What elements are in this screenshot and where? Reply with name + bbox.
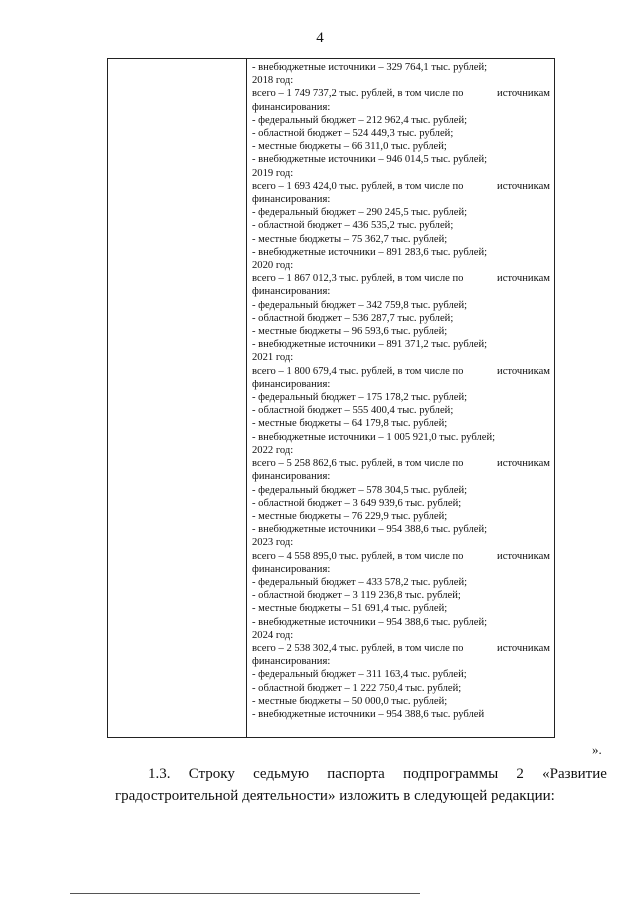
year-heading: 2021 год: xyxy=(252,352,294,364)
funding-line: - областной бюджет – 524 449,3 тыс. рублей; xyxy=(252,128,454,140)
total-continuation: финансирования: xyxy=(252,471,331,483)
year-heading: 2018 год: xyxy=(252,75,294,87)
total-text-end: источникам xyxy=(497,88,550,100)
funding-line: - федеральный бюджет – 578 304,5 тыс. рублей; xyxy=(252,484,468,496)
total-line xyxy=(252,87,550,100)
total-continuation: финансирования: xyxy=(252,563,331,575)
paragraph-word: 2 xyxy=(516,766,524,782)
total-text: всего – 1 693 424,0 тыс. рублей, в том числе по xyxy=(252,180,464,192)
funding-line: - областной бюджет – 436 535,2 тыс. рублей; xyxy=(252,220,454,232)
amendment-paragraph xyxy=(115,763,607,807)
paragraph-line-1 xyxy=(148,763,607,785)
total-text-end: источникам xyxy=(497,273,550,285)
total-text: всего – 1 749 737,2 тыс. рублей, в том числе по xyxy=(252,88,464,100)
total-text: всего – 1 867 012,3 тыс. рублей, в том числе по xyxy=(252,273,464,285)
funding-line: - местные бюджеты – 96 593,6 тыс. рублей; xyxy=(252,326,448,338)
total-text: всего – 1 800 679,4 тыс. рублей, в том числе по xyxy=(252,365,464,377)
funding-line: - местные бюджеты – 75 362,7 тыс. рублей; xyxy=(252,233,448,245)
funding-line: - областной бюджет – 555 400,4 тыс. рублей; xyxy=(252,405,454,417)
funding-line: - областной бюджет – 3 119 236,8 тыс. рублей; xyxy=(252,590,461,602)
funding-line: - областной бюджет – 536 287,7 тыс. рублей; xyxy=(252,312,454,324)
total-text-end: источникам xyxy=(497,180,550,192)
funding-table xyxy=(107,58,555,738)
funding-line: - внебюджетные источники – 954 388,6 тыс. рублей; xyxy=(252,524,488,536)
total-continuation: финансирования: xyxy=(252,656,331,668)
funding-line: - внебюджетные источники – 891 371,2 тыс. рублей; xyxy=(252,339,488,351)
funding-line: - федеральный бюджет – 212 962,4 тыс. рублей; xyxy=(252,114,468,126)
table-right-cell xyxy=(247,59,554,737)
total-text-end: источникам xyxy=(497,458,550,470)
funding-line: - местные бюджеты – 66 311,0 тыс. рублей; xyxy=(252,141,447,153)
funding-line: - внебюджетные источники – 946 014,5 тыс. рублей; xyxy=(252,154,488,166)
total-text: всего – 4 558 895,0 тыс. рублей, в том числе по xyxy=(252,550,464,562)
year-heading: 2019 год: xyxy=(252,167,294,179)
total-line xyxy=(252,642,550,655)
total-text-end: источникам xyxy=(497,550,550,562)
funding-line: - внебюджетные источники – 1 005 921,0 тыс. рублей; xyxy=(252,431,496,443)
total-line xyxy=(252,457,550,470)
funding-line: - областной бюджет – 3 649 939,6 тыс. рублей; xyxy=(252,497,462,509)
year-heading: 2022 год: xyxy=(252,444,294,456)
total-text-end: источникам xyxy=(497,365,550,377)
total-line xyxy=(252,365,550,378)
paragraph-word: седьмую xyxy=(253,766,310,782)
year-heading: 2023 год: xyxy=(252,537,294,549)
paragraph-word: 1.3. xyxy=(148,766,171,782)
footer-divider xyxy=(70,893,420,894)
total-text-end: источникам xyxy=(497,642,550,654)
funding-line: - местные бюджеты – 76 229,9 тыс. рублей; xyxy=(252,510,448,522)
paragraph-word: Строку xyxy=(188,766,235,782)
year-heading: 2024 год: xyxy=(252,629,294,641)
total-continuation: финансирования: xyxy=(252,101,331,113)
total-continuation: финансирования: xyxy=(252,194,331,206)
year-heading: 2020 год: xyxy=(252,260,294,272)
funding-line: - внебюджетные источники – 329 764,1 тыс. рублей; xyxy=(252,62,488,73)
funding-line: - местные бюджеты – 50 000,0 тыс. рублей; xyxy=(252,695,448,707)
funding-line: - федеральный бюджет – 311 163,4 тыс. рублей; xyxy=(252,669,467,681)
funding-line: - внебюджетные источники – 954 388,6 тыс. рублей xyxy=(252,708,485,720)
funding-line: - областной бюджет – 1 222 750,4 тыс. рублей; xyxy=(252,682,462,694)
funding-line: - федеральный бюджет – 342 759,8 тыс. рублей; xyxy=(252,299,468,311)
total-line xyxy=(252,272,550,285)
total-line xyxy=(252,180,550,193)
funding-line: - федеральный бюджет – 433 578,2 тыс. рублей; xyxy=(252,576,468,588)
closing-quote: ». xyxy=(592,742,602,757)
paragraph-word: подпрограммы xyxy=(403,766,499,782)
total-text: всего – 5 258 862,6 тыс. рублей, в том числе по xyxy=(252,458,464,470)
total-line xyxy=(252,550,550,563)
funding-line: - местные бюджеты – 51 691,4 тыс. рублей; xyxy=(252,603,448,615)
funding-line: - внебюджетные источники – 891 283,6 тыс. рублей; xyxy=(252,246,488,258)
funding-line: - федеральный бюджет – 175 178,2 тыс. рублей; xyxy=(252,392,468,404)
total-continuation: финансирования: xyxy=(252,378,331,390)
paragraph-word: «Развитие xyxy=(542,766,607,782)
funding-line: - местные бюджеты – 64 179,8 тыс. рублей; xyxy=(252,418,448,430)
funding-line: - внебюджетные источники – 954 388,6 тыс. рублей; xyxy=(252,616,488,628)
funding-line: - федеральный бюджет – 290 245,5 тыс. рублей; xyxy=(252,207,468,219)
paragraph-word: паспорта xyxy=(327,766,385,782)
table-left-cell xyxy=(108,59,247,737)
paragraph-line-2: градостроительной деятельности» изложить в следующей редакции: xyxy=(115,788,555,804)
total-continuation: финансирования: xyxy=(252,286,331,298)
page-number: 4 xyxy=(316,30,324,46)
total-text: всего – 2 538 302,4 тыс. рублей, в том числе по xyxy=(252,642,464,654)
